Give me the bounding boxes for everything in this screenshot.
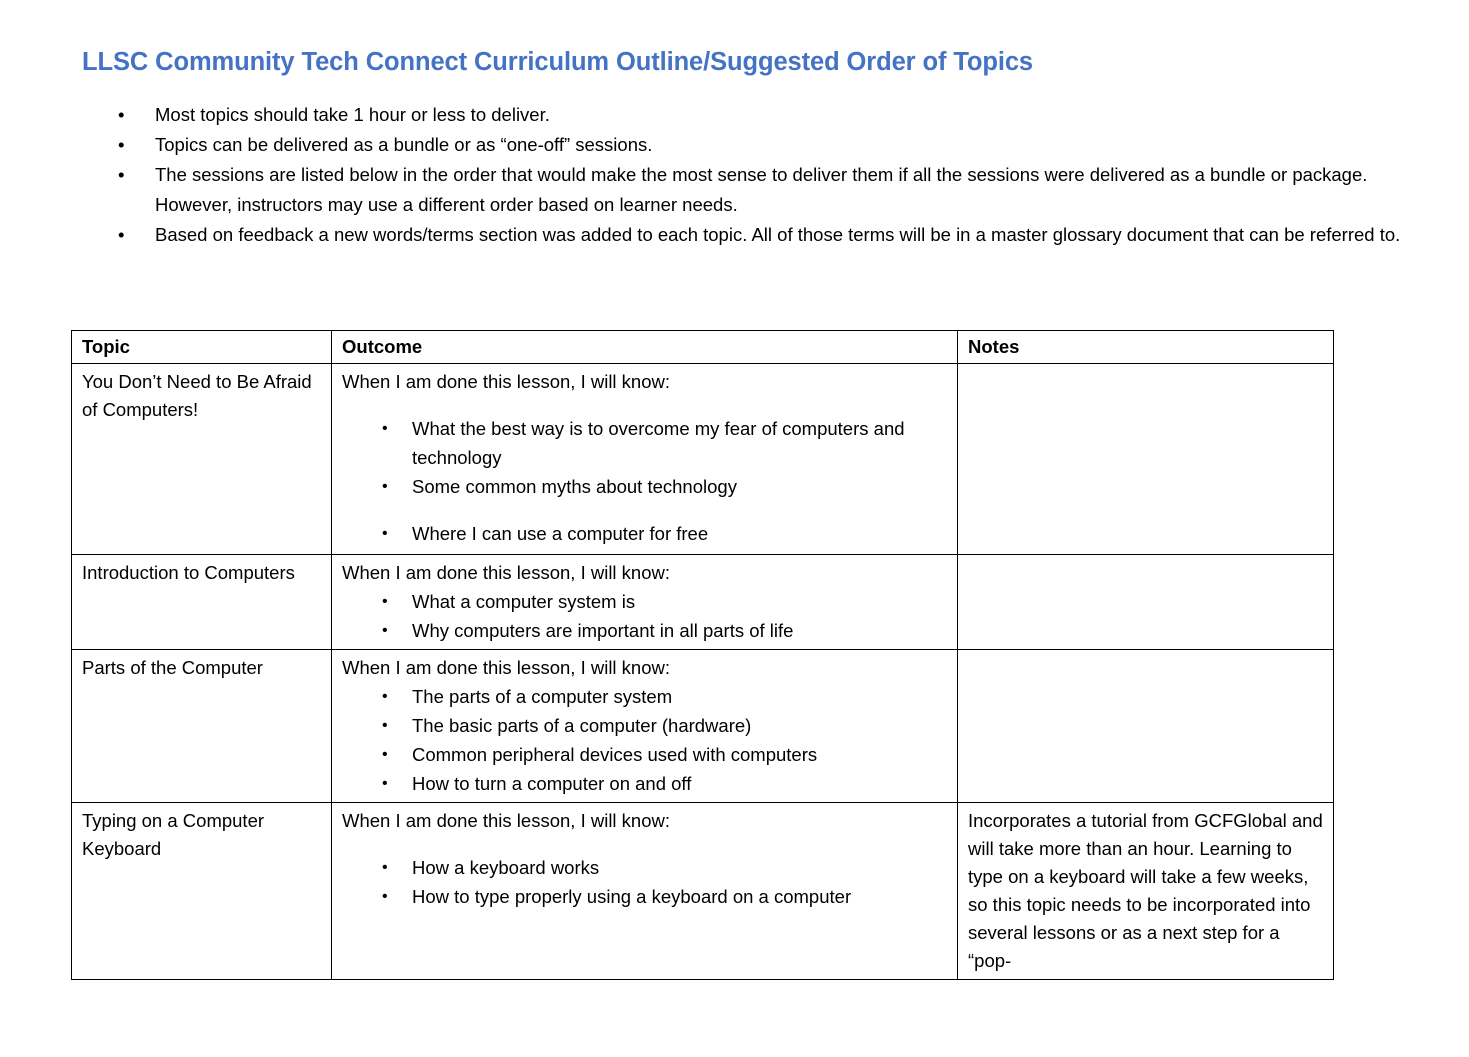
table-row (72, 364, 1334, 555)
list-item (110, 130, 1410, 160)
cell-outcome (332, 364, 958, 555)
table-header-row (72, 331, 1334, 364)
list-item-text: How to turn a computer on and off (412, 773, 692, 794)
outcome-intro: When I am done this lesson, I will know: (342, 810, 671, 831)
bullet-icon: • (118, 134, 125, 155)
cell-outcome (332, 555, 958, 650)
intro-bullet-list (110, 100, 1410, 250)
outcome-list (342, 414, 948, 548)
list-item-text: What a computer system is (412, 591, 636, 612)
list-item-text: The sessions are listed below in the order that would make the most sense to deliver them if all the sessions were delivered as a bundle or package. However, instructors may use a different order based on learner needs. (155, 164, 1368, 215)
list-item (342, 769, 948, 798)
list-item-text: Why computers are important in all parts of life (412, 620, 794, 641)
column-header-outcome: Outcome (332, 331, 958, 364)
list-item (342, 853, 948, 882)
table-row (72, 555, 1334, 650)
list-item (342, 519, 948, 548)
outcome-list (342, 682, 948, 798)
list-item-text: Based on feedback a new words/terms section was added to each topic. All of those terms will be in a master glossary document that can be referred to. (155, 224, 1401, 245)
outcome-intro: When I am done this lesson, I will know: (342, 657, 671, 678)
bullet-icon: • (382, 688, 388, 705)
cell-notes (958, 650, 1334, 803)
cell-notes (958, 555, 1334, 650)
cell-topic: Introduction to Computers (72, 555, 332, 650)
bullet-icon: • (382, 525, 388, 542)
bullet-icon: • (382, 622, 388, 639)
list-item (342, 587, 948, 616)
list-item-text: The basic parts of a computer (hardware) (412, 715, 752, 736)
table-row (72, 803, 1334, 980)
list-item-text: Most topics should take 1 hour or less to deliver. (155, 104, 550, 125)
cell-outcome (332, 650, 958, 803)
list-item-text: What the best way is to overcome my fear of computers and technology (412, 418, 905, 468)
list-item-text: Common peripheral devices used with computers (412, 744, 818, 765)
bullet-icon: • (382, 420, 388, 437)
list-item (110, 220, 1410, 250)
cell-topic: You Don’t Need to Be Afraid of Computers! (72, 364, 332, 555)
list-item (342, 882, 948, 911)
list-item-text: The parts of a computer system (412, 686, 673, 707)
bullet-icon: • (382, 717, 388, 734)
column-header-topic: Topic (72, 331, 332, 364)
list-item (110, 160, 1410, 220)
list-item (342, 740, 948, 769)
cell-notes (958, 803, 1334, 980)
cell-outcome (332, 803, 958, 980)
outcome-list (342, 853, 948, 911)
list-item (342, 616, 948, 645)
list-item-text: How to type properly using a keyboard on a computer (412, 886, 852, 907)
cell-notes (958, 364, 1334, 555)
curriculum-outline-table (71, 330, 1334, 980)
bullet-icon: • (382, 775, 388, 792)
list-item-text: Where I can use a computer for free (412, 523, 709, 544)
cell-topic: Parts of the Computer (72, 650, 332, 803)
list-item-text: How a keyboard works (412, 857, 600, 878)
list-item-text: Some common myths about technology (412, 476, 737, 497)
bullet-icon: • (382, 746, 388, 763)
list-item (110, 100, 1410, 130)
bullet-icon: • (382, 478, 388, 495)
list-item (342, 682, 948, 711)
notes-text: Incorporates a tutorial from GCFGlobal and will take more than an hour. Learning to type on a keyboard will take a few weeks, so this topic needs to be incorporated into several lessons or as a next step for a “pop- (968, 810, 1323, 971)
list-item-text: Topics can be delivered as a bundle or as “one-off” sessions. (155, 134, 653, 155)
outcome-intro: When I am done this lesson, I will know: (342, 371, 671, 392)
page-title: LLSC Community Tech Connect Curriculum Outline/Suggested Order of Topics (82, 48, 1034, 76)
bullet-icon: • (382, 888, 388, 905)
cell-topic: Typing on a Computer Keyboard (72, 803, 332, 980)
column-header-notes: Notes (958, 331, 1334, 364)
list-item (342, 711, 948, 740)
list-item (342, 414, 948, 472)
list-item (342, 472, 948, 501)
bullet-icon: • (382, 859, 388, 876)
outcome-list (342, 587, 948, 645)
bullet-icon: • (118, 104, 125, 125)
bullet-icon: • (118, 224, 125, 245)
bullet-icon: • (382, 593, 388, 610)
outcome-intro: When I am done this lesson, I will know: (342, 562, 671, 583)
bullet-icon: • (118, 164, 125, 185)
table-row (72, 650, 1334, 803)
